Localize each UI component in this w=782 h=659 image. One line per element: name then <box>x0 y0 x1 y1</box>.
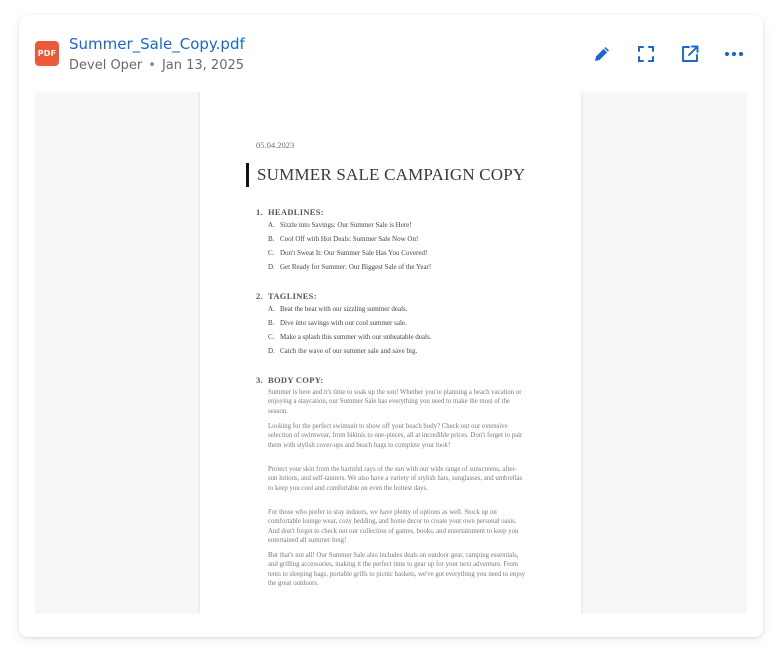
external-link-icon <box>680 44 700 64</box>
list-item: C. Make a splash this summer with our unbeatable deals. <box>268 333 432 341</box>
section-taglines-heading: 2. TAGLINES: <box>256 291 317 301</box>
file-card <box>19 15 763 637</box>
body-paragraph: For those who prefer to stay indoors, we have plenty of options as well. Stock up on comfortable lounge wear, cozy bedding, and home decor to create your own personal oasis. And don't forget to check out our collection of games, books, and entertainment to keep you entertained all summer long! <box>268 509 519 545</box>
more-horizontal-icon <box>724 51 744 57</box>
section-headlines-heading: 1. HEADLINES: <box>256 207 324 217</box>
open-external-button[interactable] <box>679 43 701 65</box>
list-item: C. Don't Sweat It: Our Summer Sale Has You Covered! <box>268 249 428 257</box>
expand-icon <box>637 45 655 63</box>
body-paragraph: Looking for the perfect swimsuit to show off your beach body? Check out our extensive selection of swimwear, from bikinis to one-pieces, all at incredible prices. Don't forget to pair them with stylish cover-ups and beach bags to complete your look! <box>268 423 523 449</box>
document-title: SUMMER SALE CAMPAIGN COPY <box>246 163 525 187</box>
list-item: B. Cool Off with Hot Deals: Summer Sale Now On! <box>268 235 419 243</box>
list-item: D. Catch the wave of our summer sale and save big. <box>268 347 418 355</box>
file-actions <box>591 43 745 65</box>
list-item: B. Dive into savings with our cool summer sale. <box>268 319 407 327</box>
file-author: Devel Oper <box>69 58 143 73</box>
list-item: A. Beat the heat with our sizzling summer deals. <box>268 305 408 313</box>
fullscreen-button[interactable] <box>635 43 657 65</box>
section-body-heading: 3. BODY COPY: <box>256 375 324 385</box>
pencil-icon <box>592 44 612 64</box>
more-button[interactable] <box>723 43 745 65</box>
body-paragraph: Protect your skin from the harmful rays of the sun with our wide range of sunscreens, after-sun lotions, and self-tanners. We also have a variety of stylish hats, sunglasses, and umbrellas to keep you cool and comfortable on even the hottest days. <box>268 466 523 492</box>
list-item: D. Get Ready for Summer: Our Biggest Sale of the Year! <box>268 263 432 271</box>
meta-separator: • <box>148 58 156 73</box>
body-paragraph: But that's not all! Our Summer Sale also includes deals on outdoor gear, camping essentials, and grilling accessories, making it the perfect time to gear up for your next adventure. From tents to sleeping bags, portable grills to picnic baskets, we've got everything you need to enjoy the great outdoors. <box>268 552 525 588</box>
document-date: 05.04.2023 <box>256 140 295 150</box>
file-name-link[interactable]: Summer_Sale_Copy.pdf <box>69 35 245 53</box>
body-paragraph: Summer is here and it's time to soak up the sun! Whether you're planning a beach vacation or enjoying a staycation, our Summer Sale has everything you need to make the most of the season. <box>268 389 522 415</box>
file-date: Jan 13, 2025 <box>161 58 245 73</box>
file-meta <box>69 58 244 73</box>
document-page <box>200 92 581 614</box>
edit-button[interactable] <box>591 43 613 65</box>
document-preview[interactable] <box>35 92 747 614</box>
file-header <box>19 15 763 91</box>
pdf-file-icon: PDF <box>35 41 59 66</box>
list-item: A. Sizzle into Savings: Our Summer Sale is Here! <box>268 221 412 229</box>
